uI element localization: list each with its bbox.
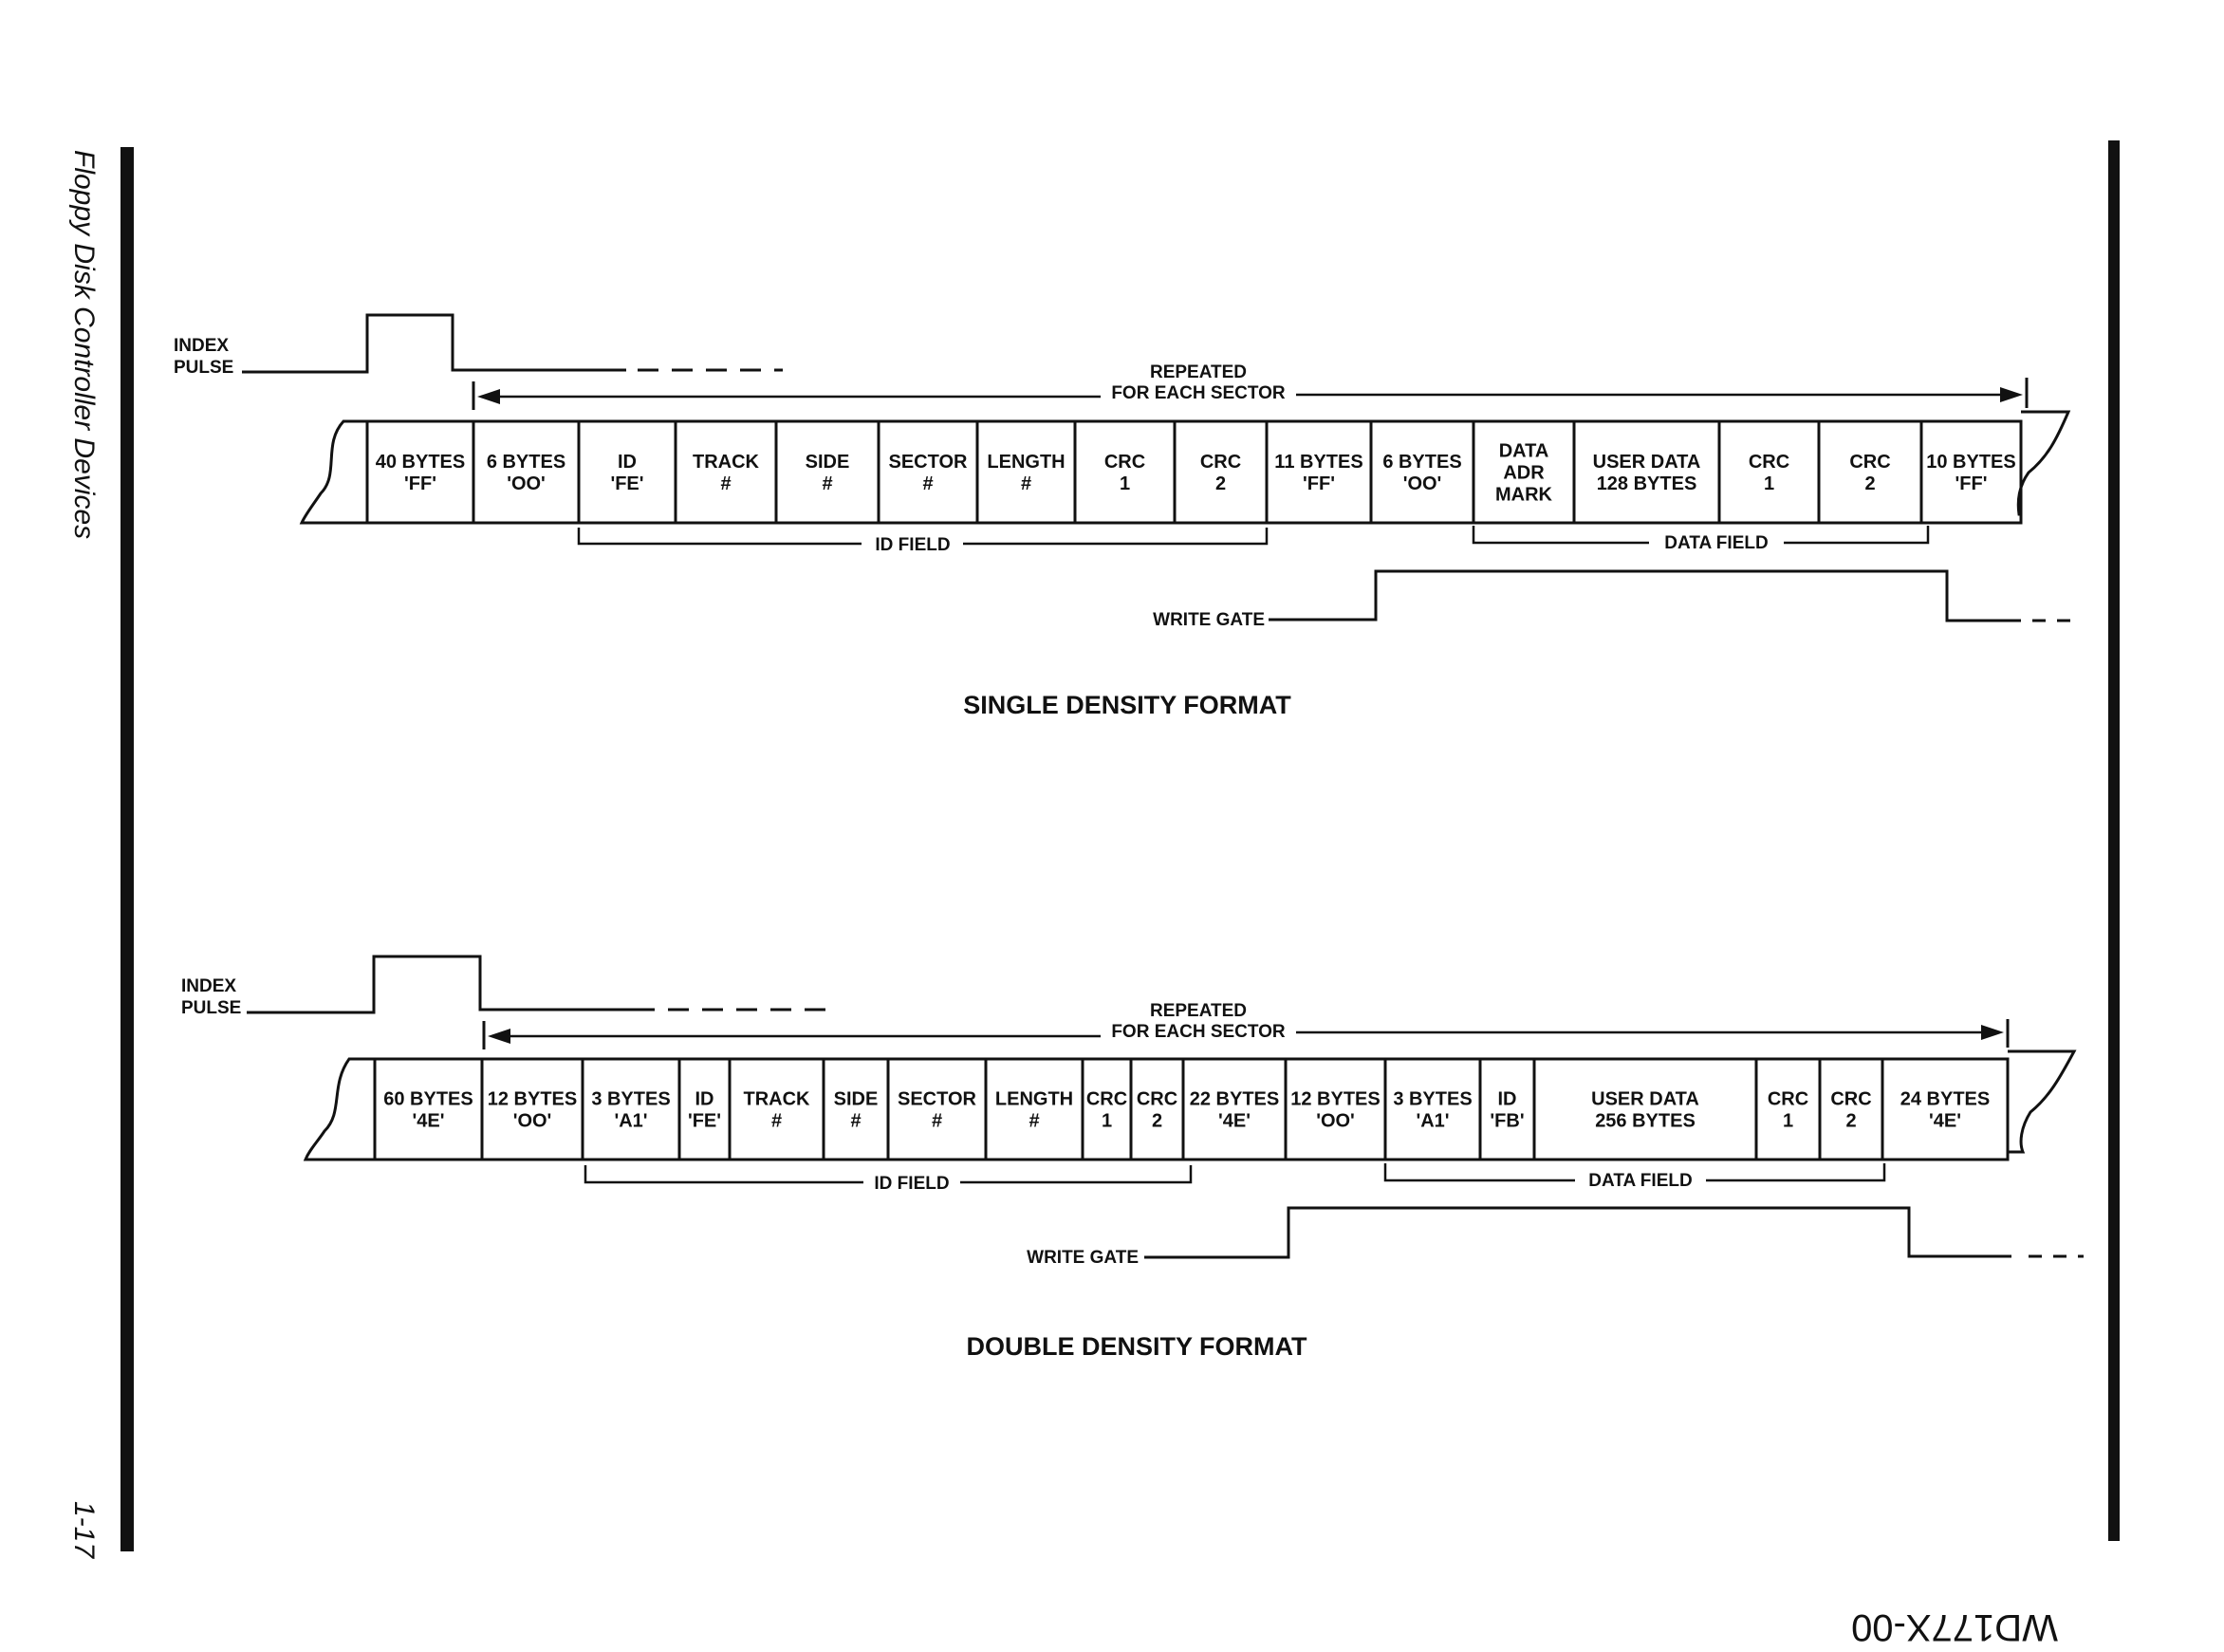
sd-cell-text: 'FF' xyxy=(1303,473,1335,494)
dd-repeated-label-line2: FOR EACH SECTOR xyxy=(1111,1022,1286,1042)
sd-cell-text: USER DATA xyxy=(1592,452,1701,473)
dd-repeated-label-line1: REPEATED xyxy=(1149,1001,1248,1021)
dd-cell-text: CRC xyxy=(1767,1088,1809,1110)
dd-cell-text: 2 xyxy=(1151,1110,1163,1132)
sd-cell-text: # xyxy=(822,473,833,494)
sd-cell-text: LENGTH xyxy=(987,452,1066,473)
sd-cell-text: 1 xyxy=(1763,473,1775,494)
dd-cell-text: 1 xyxy=(1101,1110,1113,1132)
dd-cell-text: 'A1' xyxy=(1416,1110,1450,1132)
dd-write-gate-label: WRITE GATE xyxy=(1027,1248,1139,1268)
sd-index-label-line1: INDEX xyxy=(174,336,230,356)
dd-cell-text: 'A1' xyxy=(614,1110,648,1132)
dd-cell-text: SECTOR xyxy=(898,1088,976,1110)
dd-cell-text: # xyxy=(1029,1110,1040,1132)
sd-index-label-line2: PULSE xyxy=(174,358,234,378)
sd-cell-text: 2 xyxy=(1864,473,1876,494)
dd-cell-text: ID xyxy=(695,1088,714,1110)
dd-track-left-edge xyxy=(306,1059,375,1160)
dd-cell-text: 3 BYTES xyxy=(1393,1088,1473,1110)
sd-cell-text: 128 BYTES xyxy=(1596,473,1697,494)
dd-repeat-arrow-left xyxy=(488,1029,510,1044)
sd-write-gate-label: WRITE GATE xyxy=(1153,610,1265,630)
sd-cell-text: TRACK xyxy=(693,452,759,473)
sd-caption: SINGLE DENSITY FORMAT xyxy=(963,691,1291,719)
sd-cell-text: 2 xyxy=(1214,473,1227,494)
sd-repeated-label-line1: REPEATED xyxy=(1149,362,1248,382)
sd-cell-text: 'FF' xyxy=(404,473,436,494)
sd-cell-text: ID xyxy=(618,452,637,473)
sd-cell-text: 'FF' xyxy=(1955,473,1988,494)
dd-data-field-label: DATA FIELD xyxy=(1588,1171,1693,1191)
dd-cell-text: 22 BYTES xyxy=(1189,1088,1280,1110)
single-density-diagram xyxy=(174,315,2070,719)
sd-cell-text: DATA xyxy=(1498,440,1549,462)
dd-cell-text: # xyxy=(850,1110,862,1132)
right-margin-bar xyxy=(2108,140,2120,1541)
dd-index-label-line1: INDEX xyxy=(181,976,237,996)
dd-cell-text: 'OO' xyxy=(1316,1110,1355,1132)
sd-cell-text: CRC xyxy=(1849,452,1891,473)
dd-cell-text: 2 xyxy=(1845,1110,1857,1132)
dd-cell-text: '4E' xyxy=(1218,1110,1251,1132)
dd-index-pulse-waveform xyxy=(247,956,655,1012)
left-margin-bar xyxy=(120,147,134,1551)
dd-cell-text: 'FE' xyxy=(687,1110,722,1132)
sd-cell-text: SECTOR xyxy=(888,452,968,473)
sd-cell-text: MARK xyxy=(1495,484,1552,506)
dd-caption: DOUBLE DENSITY FORMAT xyxy=(966,1332,1307,1361)
sd-cell-text: 1 xyxy=(1119,473,1131,494)
sd-index-pulse-waveform xyxy=(242,315,626,372)
dd-cell-text: USER DATA xyxy=(1591,1088,1699,1110)
dd-cell-text: 3 BYTES xyxy=(591,1088,671,1110)
dd-cell-text: LENGTH xyxy=(994,1088,1074,1110)
page-number: 1-17 xyxy=(68,1501,100,1559)
double-density-diagram xyxy=(181,956,2084,1361)
sd-repeat-arrow-right xyxy=(2000,387,2023,402)
dd-cell-text: TRACK xyxy=(743,1088,810,1110)
sd-track-left-edge xyxy=(302,421,367,523)
dd-repeat-arrow-right xyxy=(1981,1025,2004,1040)
dd-cell-text: '4E' xyxy=(1929,1110,1961,1132)
dd-cell-text: 12 BYTES xyxy=(1290,1088,1381,1110)
dd-cell-text: 'OO' xyxy=(512,1110,552,1132)
dd-cell-text: 24 BYTES xyxy=(1900,1088,1991,1110)
sd-cell-text: 11 BYTES xyxy=(1274,452,1363,473)
dd-cell-text: 256 BYTES xyxy=(1595,1110,1696,1132)
sd-cell-text: # xyxy=(1020,473,1032,494)
dd-cells xyxy=(375,1059,2008,1160)
dd-id-field-label: ID FIELD xyxy=(874,1174,950,1194)
sd-cell-text: 6 BYTES xyxy=(1382,452,1462,473)
sd-cell-text: CRC xyxy=(1199,452,1242,473)
sd-cell-text: 6 BYTES xyxy=(486,452,566,473)
sd-repeat-arrow-left xyxy=(477,389,500,404)
dd-cell-text: # xyxy=(931,1110,943,1132)
dd-cell-text: CRC xyxy=(1136,1088,1178,1110)
dd-cell-text: # xyxy=(770,1110,783,1132)
dd-cell-text: SIDE xyxy=(833,1088,879,1110)
dd-cell-text: '4E' xyxy=(412,1110,445,1132)
sd-cell-text: 10 BYTES xyxy=(1926,452,2016,473)
sd-cell-text: 'OO' xyxy=(1402,473,1442,494)
sd-id-field-label: ID FIELD xyxy=(875,535,951,555)
sd-cell-text: 'OO' xyxy=(507,473,546,494)
dd-write-gate-waveform xyxy=(1144,1208,2011,1257)
sd-track-right-edge xyxy=(2018,412,2068,514)
dd-index-label-line2: PULSE xyxy=(181,998,242,1018)
sd-write-gate-waveform xyxy=(1269,571,2021,621)
dd-track-right-edge xyxy=(2008,1051,2074,1152)
sd-cell-text: # xyxy=(922,473,934,494)
sd-cell-text: 'FE' xyxy=(610,473,644,494)
sd-cell-text: ADR xyxy=(1503,462,1545,484)
sd-cell-text: SIDE xyxy=(805,452,850,473)
sd-data-field-label: DATA FIELD xyxy=(1664,533,1769,553)
side-title: Floppy Disk Controller Devices xyxy=(68,150,100,540)
dd-cell-text: CRC xyxy=(1085,1088,1128,1110)
dd-cell-text: 'FB' xyxy=(1490,1110,1525,1132)
sd-repeated-label-line2: FOR EACH SECTOR xyxy=(1111,383,1286,403)
sd-cell-text: CRC xyxy=(1103,452,1146,473)
dd-cell-text: 1 xyxy=(1782,1110,1794,1132)
dd-cell-text: 60 BYTES xyxy=(383,1088,473,1110)
sd-cell-text: CRC xyxy=(1748,452,1790,473)
footer-code: WD177X-00 xyxy=(1851,1606,2058,1647)
sd-cell-text: # xyxy=(720,473,732,494)
sd-cell-text: 40 BYTES xyxy=(375,452,466,473)
dd-cell-text: ID xyxy=(1497,1088,1517,1110)
dd-cell-text: CRC xyxy=(1830,1088,1872,1110)
sd-cells xyxy=(367,421,2021,523)
dd-cell-text: 12 BYTES xyxy=(487,1088,578,1110)
